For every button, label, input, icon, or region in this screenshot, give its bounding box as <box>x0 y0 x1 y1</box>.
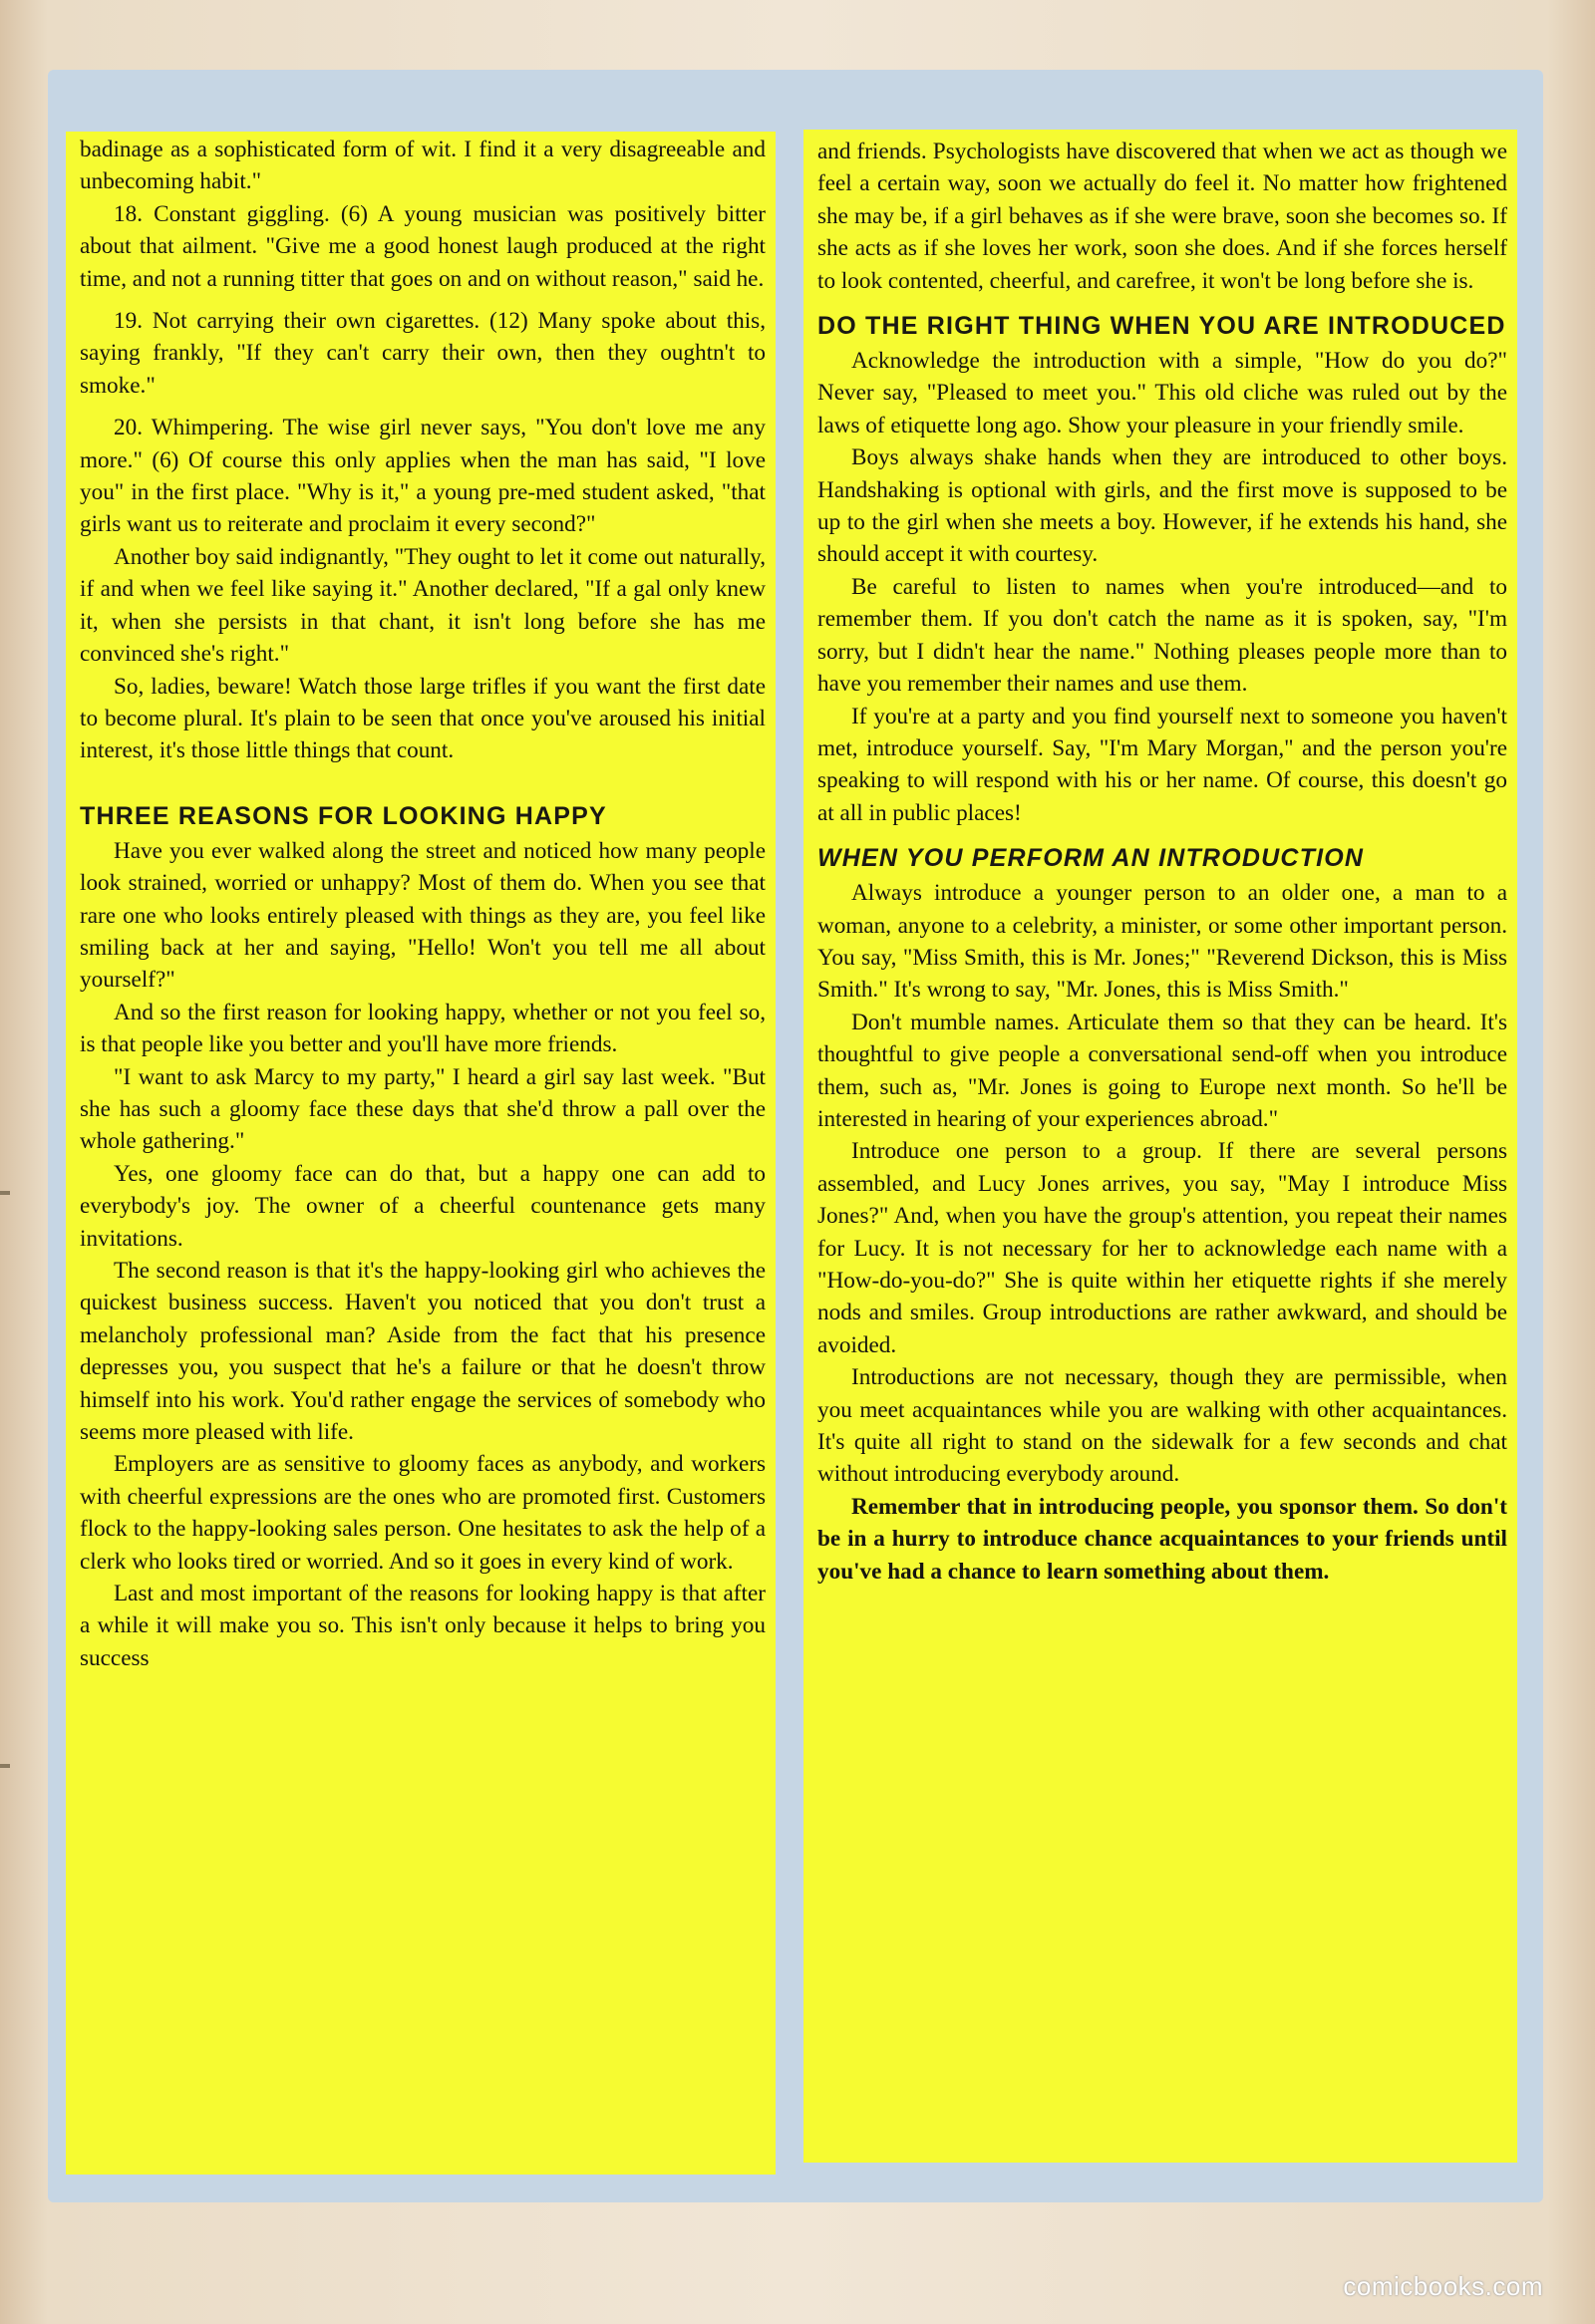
spacer <box>80 295 766 305</box>
paragraph: Employers are as sensitive to gloomy faces as anybody, and workers with cheerful expressions are the ones who are promoted first. Customers flock to the happy-looking sales person. One hesitates to ask the help of a clerk who looks tired or worried. And so it goes in every kind of work. <box>80 1451 766 1575</box>
paragraph: Remember that in introducing people, you sponsor them. So don't be in a hurry to introduce chance acquaintances to your friends until you've had a chance to learn something about them. <box>817 1493 1507 1585</box>
paragraph: 18. Constant giggling. (6) A young musician was positively bitter about that ailment. "Give me a good honest laugh produced at the right time, and not a running titter that goes on and on without reason," said he. <box>80 200 766 292</box>
paragraph: Last and most important of the reasons for looking happy is that after a while it will make you so. This isn't only because it helps to bring you success <box>80 1581 766 1671</box>
spacer <box>817 829 1507 839</box>
paragraph: The second reason is that it's the happy-looking girl who achieves the quickest business success. Haven't you noticed that you don't trust a melancholy professional man? Aside from the fact that his presence depresses you, you suspect that he's a failure or that he doesn't throw himself into his work. You'd rather engage the services of somebody who seems more pleased with life. <box>80 1258 766 1446</box>
paragraph: So, ladies, beware! Watch those large trifles if you want the first date to become plural. It's plain to be seen that once you've aroused his initial interest, it's those little things that count. <box>80 673 766 764</box>
paragraph: and friends. Psychologists have discovered that when we act as though we feel a certain way, soon we actually do feel it. No matter how frightened she may be, if a girl behaves as if she were brave, soon she becomes so. If she acts as if she loves her work, soon she does. And if she forces herself to look contented, cheerful, and carefree, it won't be long before she is. <box>817 139 1507 294</box>
paragraph: And so the first reason for looking happy, whether or not you feel so, is that people like you better and you'll have more friends. <box>80 999 766 1058</box>
section-heading: WHEN YOU PERFORM AN INTRODUCTION <box>817 844 1365 873</box>
paragraph: Another boy said indignantly, "They ought to let it come out naturally, if and when we feel like saying it." Another declared, "If a gal only knew it, when she persists in that chant, it isn't long before she has me convinced she's right." <box>80 543 766 668</box>
paragraph: Introduce one person to a group. If there are several persons assembled, and Lucy Jones arrives, you say, "May I introduce Miss Jones?" And, when you have the group's attention, you repeat their names for Lucy. It is not necessary for her to acknowledge each name with a "How-do-you-do?" She is quite within her etiquette rights if she merely nods and smiles. Group introductions are rather awkward, and should be avoided. <box>817 1138 1507 1358</box>
staple-mark <box>0 1191 10 1195</box>
paragraph: 20. Whimpering. The wise girl never says, "You don't love me any more." (6) Of course this only applies when the man has said, "I love you" in the first place. "Why is it," a young pre-med student asked, "that girls want us to reiterate and proclaim it every second?" <box>80 415 766 538</box>
paragraph: Don't mumble names. Articulate them so that they can be heard. It's thoughtful to give people a conversational send-off when you introduce them, such as, "Mr. Jones is going to Europe next month. So he'll be interested in hearing of your experiences abroad." <box>817 1009 1507 1132</box>
staple-mark <box>0 1764 10 1768</box>
paragraph: Introductions are not necessary, though they are permissible, when you meet acquaintances while you are walking with other acquaintances. It's quite all right to stand on the sidewalk for a few seconds and chat without introducing everybody around. <box>817 1364 1507 1488</box>
section-heading: DO THE RIGHT THING WHEN YOU ARE INTRODUCED <box>817 312 1506 341</box>
paragraph: Be careful to listen to names when you're introduced—and to remember them. If you don't catch the name as it is spoken, say, "I'm sorry, but I didn't hear the name." Nothing pleases people more than to have you remember their names and use them. <box>817 573 1507 698</box>
paragraph: Have you ever walked along the street and noticed how many people look strained, worried or unhappy? Most of them do. When you see that rare one who looks entirely pleased with things as they are, you feel like smiling back at her and saying, "Hello! Won't you tell me all about yourself?" <box>80 837 766 994</box>
spacer <box>80 767 766 797</box>
section-heading: THREE REASONS FOR LOOKING HAPPY <box>80 801 607 830</box>
paragraph: Always introduce a younger person to an older one, a man to a woman, anyone to a celebrity, a minister, or some other important person. You say, "Miss Smith, this is Mr. Jones;" "Reverend Dickson, this is Miss Smith." It's wrong to say, "Mr. Jones, this is Miss Smith." <box>817 880 1507 1004</box>
spacer <box>817 297 1507 307</box>
paragraph: 19. Not carrying their own cigarettes. (12) Many spoke about this, saying frankly, "If they can't carry their own, then they oughtn't to smoke." <box>80 308 766 399</box>
paragraph: Yes, one gloomy face can do that, but a happy one can add to everybody's joy. The owner of a cheerful countenance gets many invitations. <box>80 1160 766 1252</box>
paragraph: badinage as a sophisticated form of wit. I find it a very disagreeable and unbecoming habit." <box>80 137 766 195</box>
paragraph: "I want to ask Marcy to my party," I heard a girl say last week. "But she has such a gloomy face these days that she'd throw a pall over the whole gathering." <box>80 1063 766 1155</box>
watermark: comicbooks.com <box>1343 2271 1543 2301</box>
paragraph: Acknowledge the introduction with a simple, "How do you do?" Never say, "Pleased to meet you." This old cliche was ruled out by the laws of etiquette long ago. Show your pleasure in your friendly smile. <box>817 348 1507 438</box>
paragraph: If you're at a party and you find yourself next to someone you haven't met, introduce yourself. Say, "I'm Mary Morgan," and the person you're speaking to will respond with his or her name. Of course, this doesn't go at all in public places! <box>817 703 1507 826</box>
spacer <box>80 402 766 412</box>
right-text-column <box>803 130 1517 2163</box>
paragraph: Boys always shake hands when they are introduced to other boys. Handshaking is optional with girls, and the first move is supposed to be up to the girl when she meets a boy. However, if he extends his hand, she should accept it with courtesy. <box>817 444 1507 568</box>
left-text-column <box>66 132 776 2175</box>
